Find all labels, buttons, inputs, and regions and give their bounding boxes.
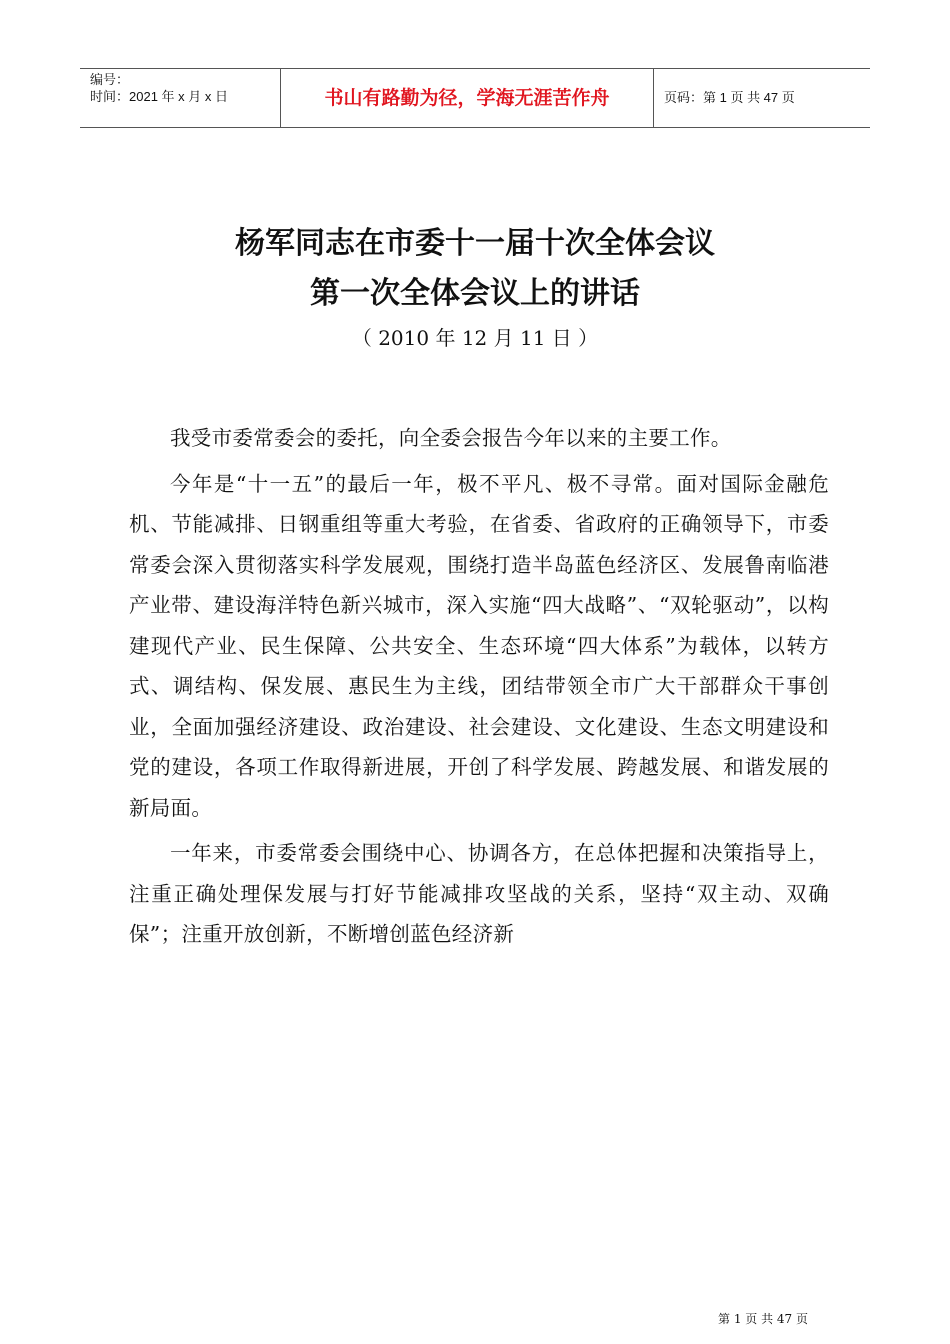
paragraph: 今年是“十一五”的最后一年，极不平凡、极不寻常。面对国际金融危机、节能减排、日钢重组等重大考验，在省委、省政府的正确领导下，市委常委会深入贯彻落实科学发展观，围绕打造半岛蓝色经济区、发展鲁南临港产业带、建设海洋特色新兴城市，深入实施“四大战略”、“双轮驱动”，以构建现代产业、民生保障、公共安全、生态环境“四大体系”为载体，以转方式、调结构、保发展、惠民生为主线，团结带领全市广大干部群众干事创业，全面加强经济建设、政治建设、社会建设、文化建设、生态文明建设和党的建设，各项工作取得新进展，开创了科学发展、跨越发展、和谐发展的新局面。 [129, 471, 829, 820]
document-body [129, 418, 829, 960]
paragraph: 我受市委常委会的委托，向全委会报告今年以来的主要工作。 [170, 426, 732, 450]
document-title-line-1: 杨军同志在市委十一届十次全体会议 [235, 226, 715, 261]
header-meta [80, 69, 281, 127]
number-label: 编号： [90, 72, 130, 87]
document-date: （ 2010 年 12 月 11 日 ） [351, 326, 599, 350]
time-label: 时间：2021 年 x 月 x 日 [90, 89, 228, 104]
document-header [80, 68, 870, 128]
header-motto: 书山有路勤为径，学海无涯苦作舟 [281, 69, 654, 127]
document-title-line-2: 第一次全体会议上的讲话 [310, 276, 640, 311]
header-page-info: 页码：第 1 页 共 47 页 [664, 90, 795, 105]
paragraph: 一年来，市委常委会围绕中心、协调各方，在总体把握和决策指导上，注重正确处理保发展与打好节能减排攻坚战的关系，坚持“双主动、双确保”；注重开放创新，不断增创蓝色经济新 [129, 841, 829, 946]
page-footer: 第 1 页 共 47 页 [718, 1312, 808, 1326]
